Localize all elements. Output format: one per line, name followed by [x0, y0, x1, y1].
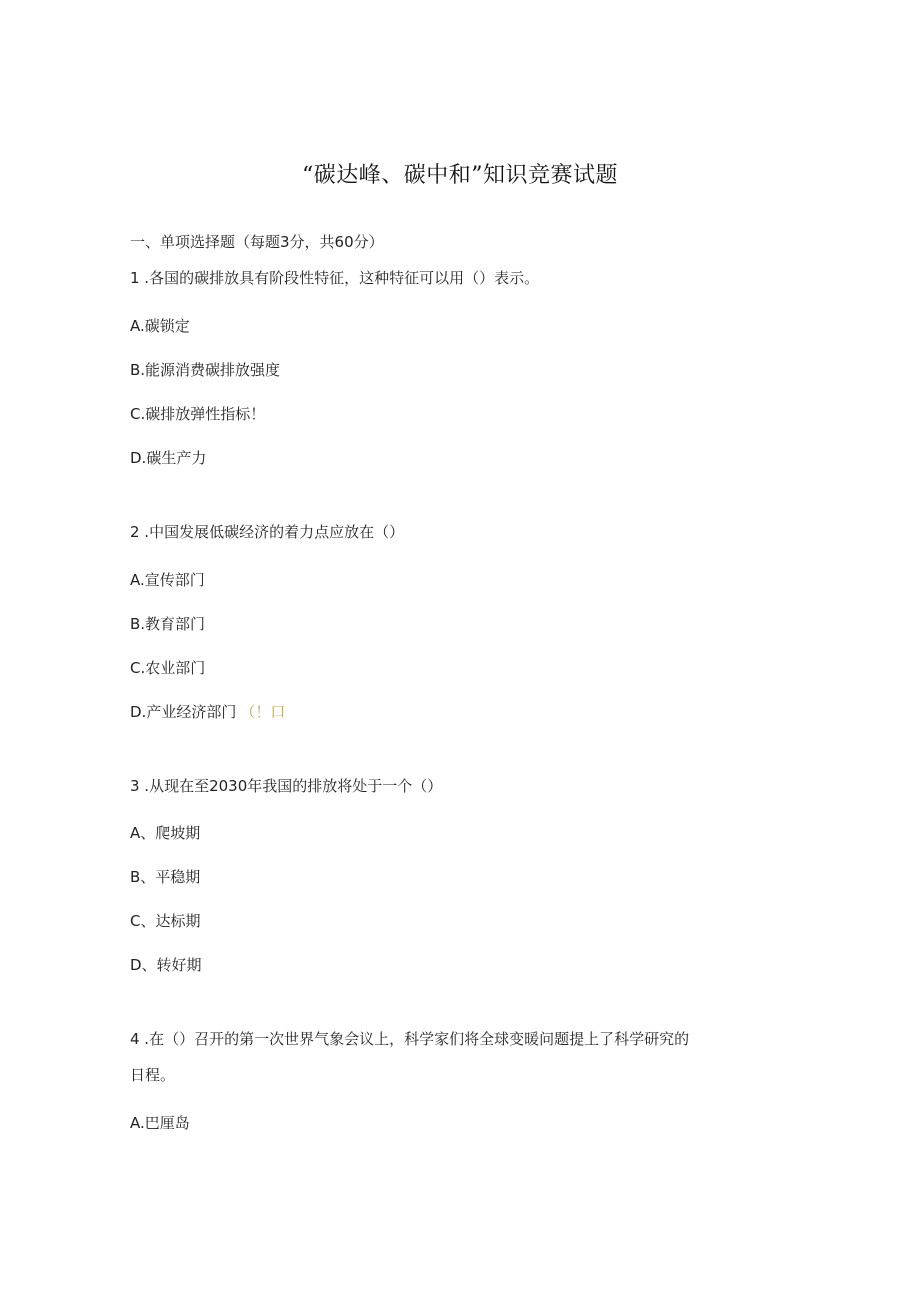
question-1-option-d: D.碳生产力	[130, 449, 207, 467]
question-4-stem-line-1: 4 .在（）召开的第一次世界气象会议上，科学家们将全球变暖问题提上了科学研究的	[130, 1030, 690, 1048]
question-2-option-a: A.宣传部门	[130, 571, 205, 589]
question-3-option-d: D、转好期	[130, 956, 202, 974]
question-1-option-c: C.碳排放弹性指标！	[130, 405, 266, 423]
question-3-option-b: B、平稳期	[130, 868, 201, 886]
question-4-stem-line-2: 日程。	[130, 1066, 176, 1084]
question-3-option-c: C、达标期	[130, 912, 201, 930]
question-4-option-a: A.巴厘岛	[130, 1114, 190, 1132]
question-1-option-a: A.碳锁定	[130, 317, 190, 335]
question-1-stem: 1 .各国的碳排放具有阶段性特征，这种特征可以用（）表示。	[130, 269, 540, 287]
question-2-option-c: C.农业部门	[130, 659, 206, 677]
question-2-stem: 2 .中国发展低碳经济的着力点应放在（）	[130, 523, 405, 541]
question-3-option-a: A、爬坡期	[130, 824, 201, 842]
question-2-option-d: D.产业经济部门	[130, 703, 237, 721]
question-1-option-b: B.能源消费碳排放强度	[130, 361, 281, 379]
section-heading: 一、单项选择题（每题3分，共60分）	[130, 233, 384, 251]
document-title: “碳达峰、碳中和”知识竞赛试题	[302, 163, 618, 188]
question-3-stem: 3 .从现在至2030年我国的排放将处于一个（）	[130, 777, 443, 795]
question-2-option-d-row	[130, 701, 285, 722]
question-2-option-b: B.教育部门	[130, 615, 206, 633]
question-2-option-d-note: （！口	[240, 703, 286, 721]
